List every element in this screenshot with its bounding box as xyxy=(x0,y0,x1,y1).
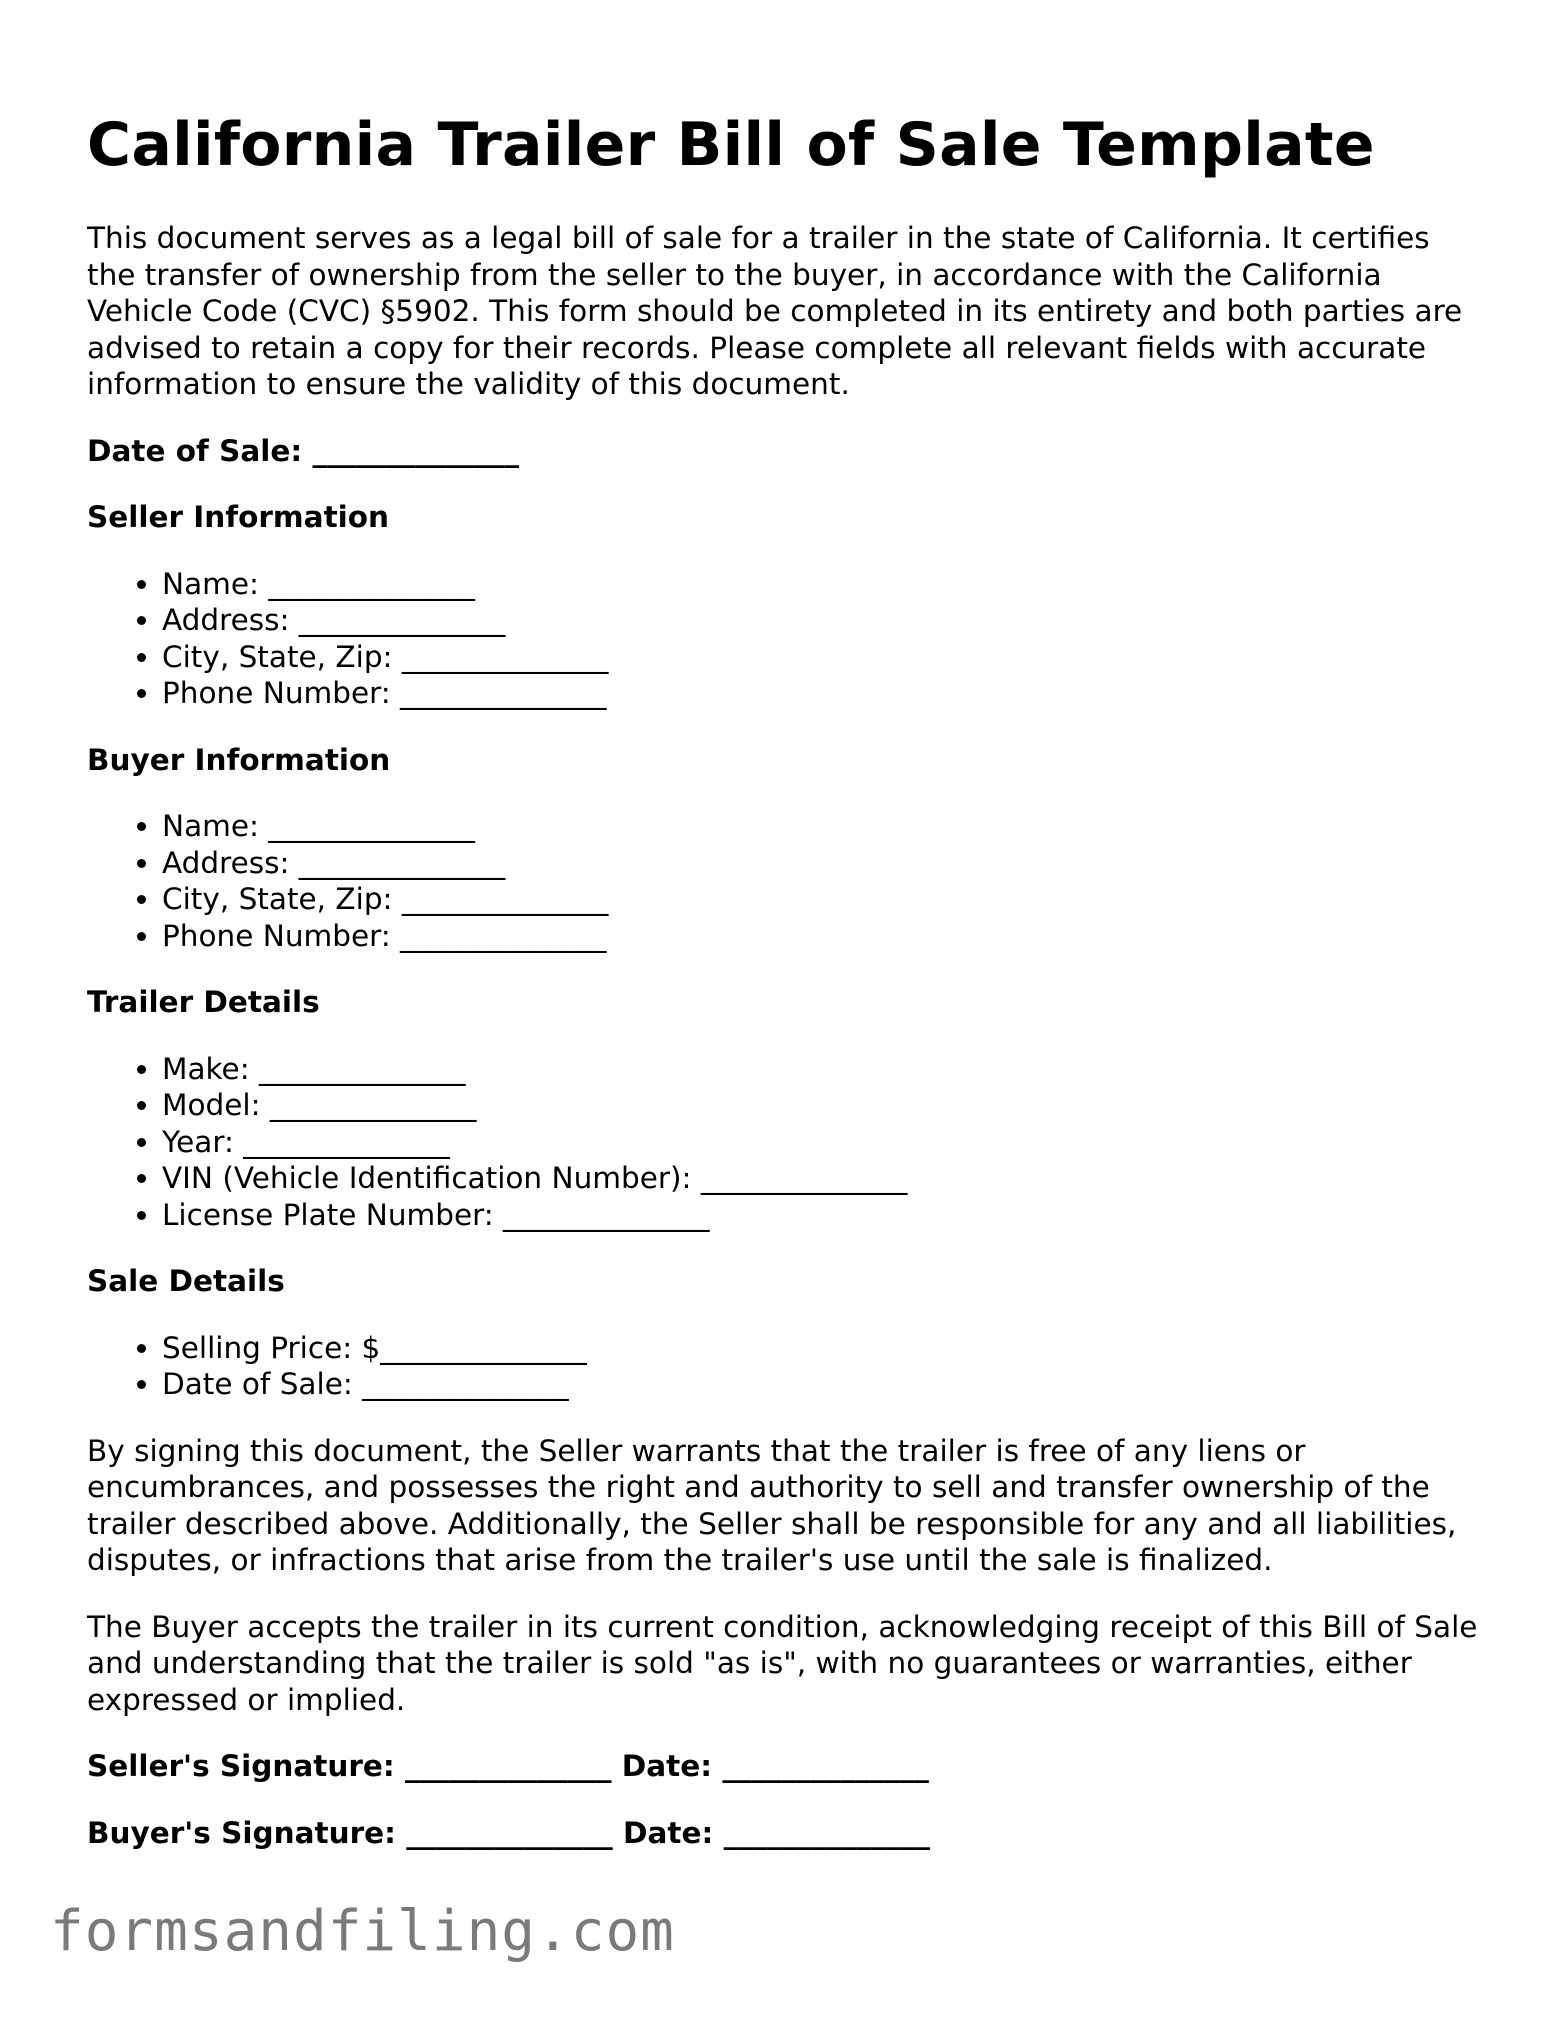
seller-signature-line: Seller's Signature: ______________ Date: ______________ xyxy=(87,1749,929,1783)
seller-city-state-zip-field: • City, State, Zip: ______________ xyxy=(162,639,1487,676)
buyer-city-state-zip-field: • City, State, Zip: ______________ xyxy=(162,881,1487,918)
trailer-details-heading: Trailer Details xyxy=(87,985,320,1019)
buyer-information-list xyxy=(87,808,1487,954)
watermark-logo: formsandfiling.com xyxy=(50,1899,675,1964)
trailer-details-list xyxy=(87,1051,1487,1234)
sale-date-field: • Date of Sale: ______________ xyxy=(162,1366,1487,1403)
intro-paragraph: This document serves as a legal bill of sale for a trailer in the state of California. It certifies the transfer of ownership from the seller to the buyer, in accordance with the California Vehicle Code (CVC) §5902. This form should be completed in its entirety and both parties are advised to retain a copy for their records. Please complete all relevant fields with accurate information to ensure the validity of this document. xyxy=(87,221,1463,401)
buyer-phone-field: • Phone Number: ______________ xyxy=(162,918,1487,955)
seller-warranty-paragraph: By signing this document, the Seller warrants that the trailer is free of any liens or encumbrances, and possesses the right and authority to sell and transfer ownership of the trailer described above. Additionally, the Seller shall be responsible for any and all liabilities, disputes, or infractions that arise from the trailer's use until the sale is finalized. xyxy=(87,1433,1457,1577)
trailer-model-field: • Model: ______________ xyxy=(162,1087,1487,1124)
seller-information-list xyxy=(87,566,1487,712)
seller-name-field: • Name: ______________ xyxy=(162,566,1487,603)
sale-details-list xyxy=(87,1330,1487,1403)
document-title: California Trailer Bill of Sale Template xyxy=(87,110,1375,180)
selling-price-field: • Selling Price: $______________ xyxy=(162,1330,1487,1367)
document-page xyxy=(87,110,1487,1881)
sale-details-heading: Sale Details xyxy=(87,1264,285,1298)
buyer-name-field: • Name: ______________ xyxy=(162,808,1487,845)
buyer-information-heading: Buyer Information xyxy=(87,742,391,777)
trailer-vin-field: • VIN (Vehicle Identification Number): ______________ xyxy=(162,1160,1487,1197)
seller-phone-field: • Phone Number: ______________ xyxy=(162,675,1487,712)
buyer-acceptance-paragraph: The Buyer accepts the trailer in its current condition, acknowledging receipt of this Bill of Sale and understanding that the trailer is sold "as is", with no guarantees or warranties, either expressed or implied. xyxy=(87,1609,1478,1717)
trailer-license-plate-field: • License Plate Number: ______________ xyxy=(162,1197,1487,1234)
date-of-sale-field: Date of Sale: ______________ xyxy=(87,433,519,468)
trailer-make-field: • Make: ______________ xyxy=(162,1051,1487,1088)
seller-information-heading: Seller Information xyxy=(87,500,390,534)
buyer-signature-line: Buyer's Signature: ______________ Date: ______________ xyxy=(87,1815,931,1850)
trailer-year-field: • Year: ______________ xyxy=(162,1124,1487,1161)
seller-address-field: • Address: ______________ xyxy=(162,602,1487,639)
buyer-address-field: • Address: ______________ xyxy=(162,845,1487,882)
